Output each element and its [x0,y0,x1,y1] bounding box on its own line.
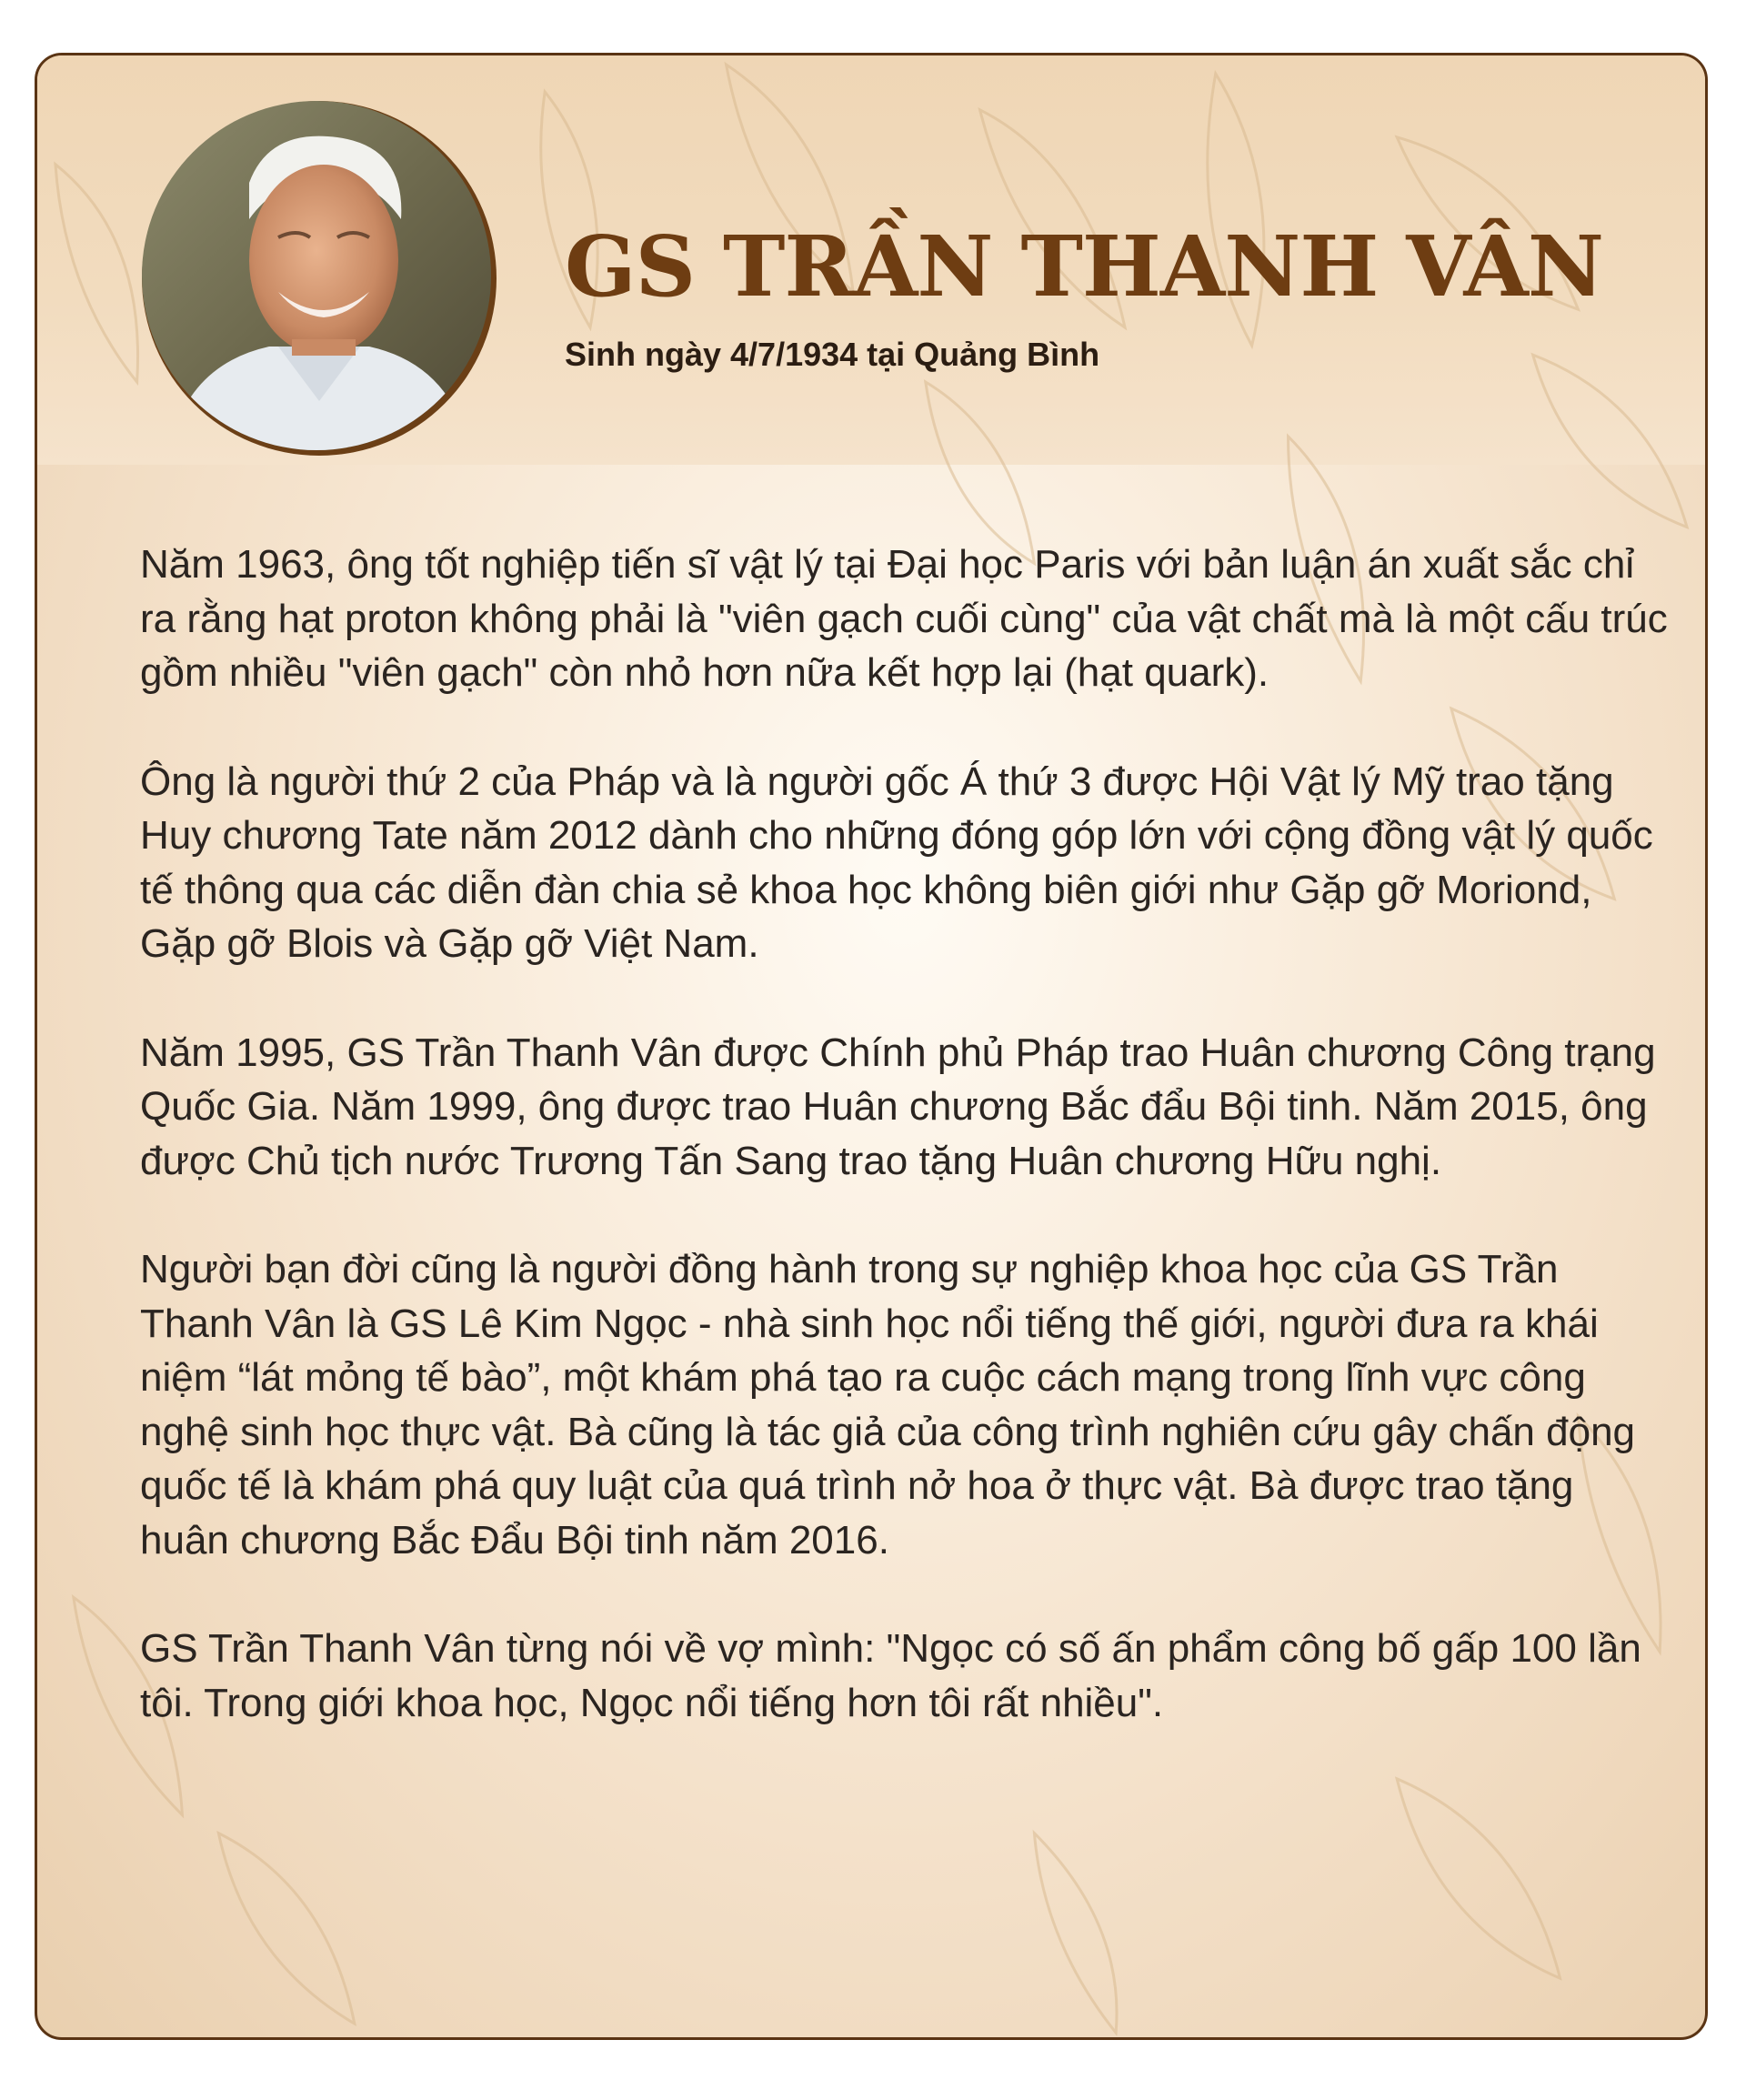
portrait-photo [142,101,491,450]
bio-paragraph: Người bạn đời cũng là người đồng hành trong sự nghiệp khoa học của GS Trần Thanh Vân là GS Lê Kim Ngọc - nhà sinh học nổi tiếng thế giới, người đưa ra khái niệm “lát mỏng tế bào”, một khám phá tạo ra cuộc cách mạng trong lĩnh vực công nghệ sinh học thực vật. Bà cũng là tác giả của công trình nghiên cứu gây chấn động quốc tế là khám phá quy luật của quá trình nở hoa ở thực vật. Bà được trao tặng huân chương Bắc Đẩu Bội tinh năm 2016. [140,1247,1636,1562]
profile-card [35,53,1708,2040]
birth-info: Sinh ngày 4/7/1934 tại Quảng Bình [565,336,1100,373]
biography-body [140,538,1668,1784]
bio-paragraph: Năm 1963, ông tốt nghiệp tiến sĩ vật lý tại Đại học Paris với bản luận án xuất sắc chỉ ra rằng hạt proton không phải là "viên gạch cuối cùng" của vật chất mà là một cấu trúc gồm nhiều "viên gạch" còn nhỏ hơn nữa kết hợp lại (hạt quark). [140,542,1668,695]
avatar-frame [142,101,497,456]
person-name: GS TRẦN THANH VÂN [565,217,1603,316]
bio-paragraph: Ông là người thứ 2 của Pháp và là người gốc Á thứ 3 được Hội Vật lý Mỹ trao tặng Huy chương Tate năm 2012 dành cho những đóng góp lớn với cộng đồng vật lý quốc tế thông qua các diễn đàn chia sẻ khoa học không biên giới như Gặp gỡ Moriond, Gặp gỡ Blois và Gặp gỡ Việt Nam. [140,759,1653,966]
bio-paragraph: Năm 1995, GS Trần Thanh Vân được Chính phủ Pháp trao Huân chương Công trạng Quốc Gia. Năm 1999, ông được trao Huân chương Bắc đẩu Bội tinh. Năm 2015, ông được Chủ tịch nước Trương Tấn Sang trao tặng Huân chương Hữu nghị. [140,1030,1656,1183]
bio-paragraph: GS Trần Thanh Vân từng nói về vợ mình: "Ngọc có số ấn phẩm công bố gấp 100 lần tôi. Trong giới khoa học, Ngọc nổi tiếng hơn tôi rất nhiều". [140,1626,1641,1725]
